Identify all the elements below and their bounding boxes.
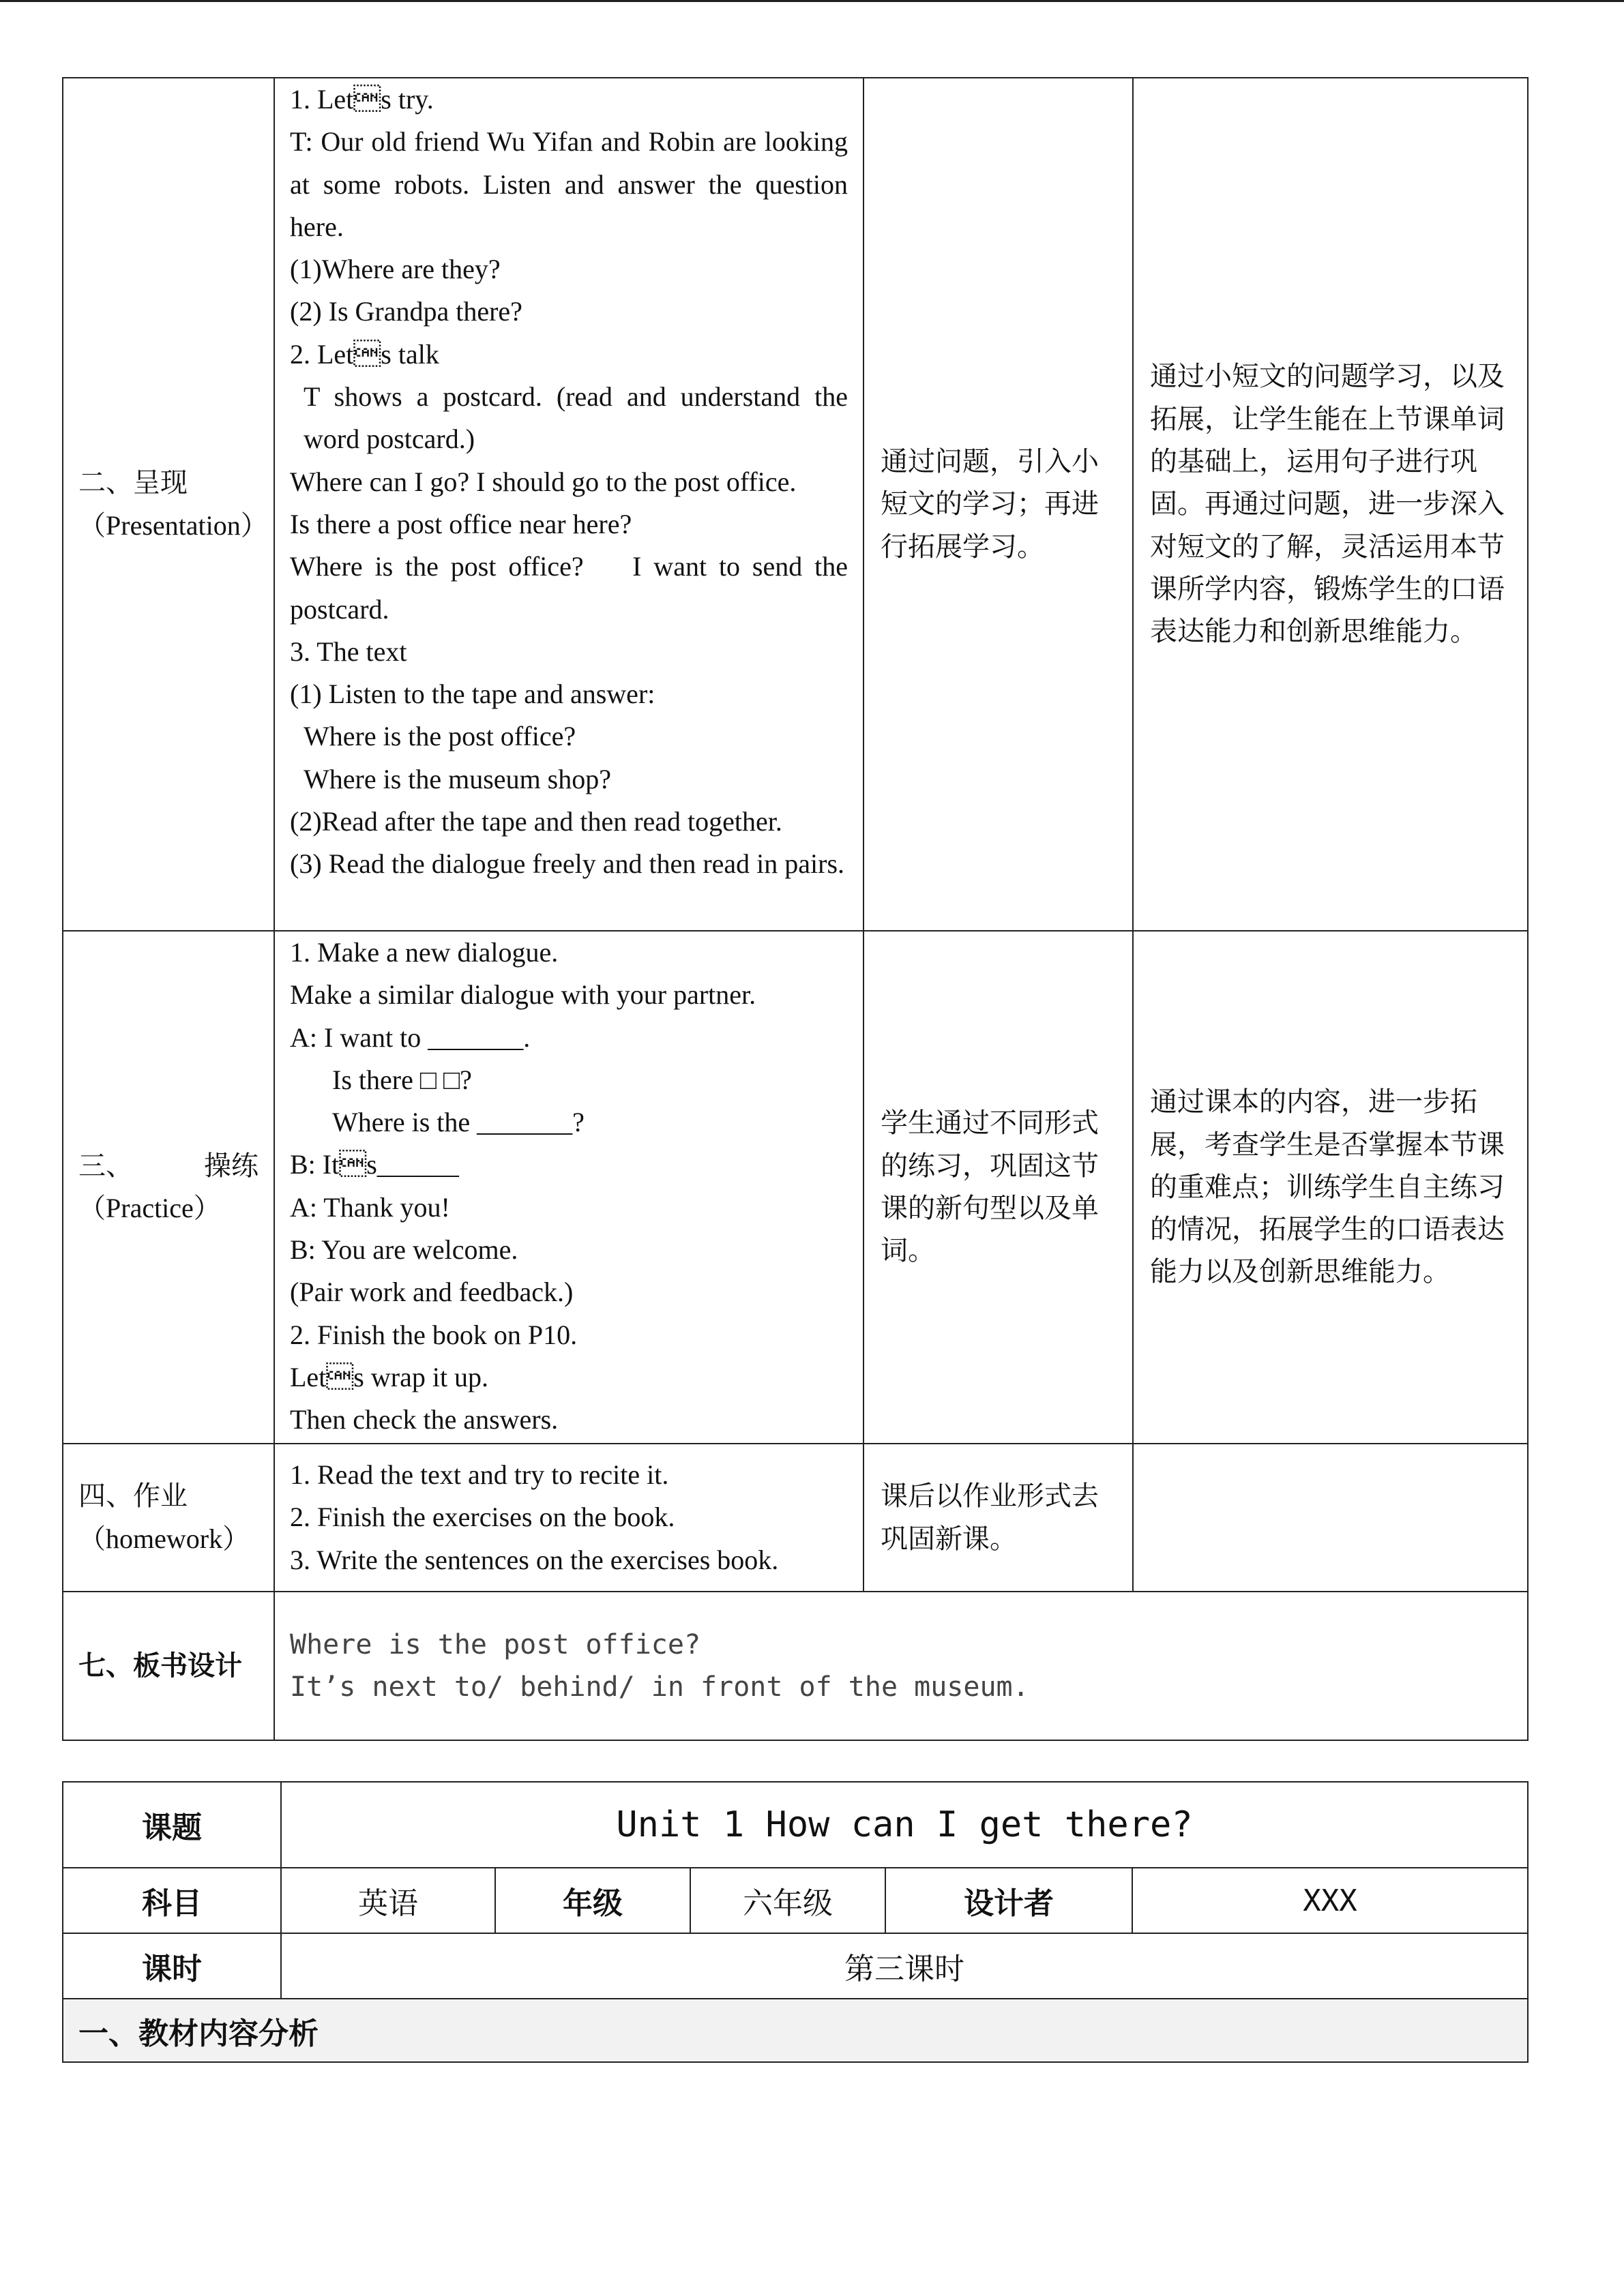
design-intent-cell [1133, 78, 1528, 931]
process-line: B: Its______ [290, 1149, 459, 1180]
process-line: Where is the post office? I want to send the postcard. [290, 551, 855, 625]
process-line: (2) Is Grandpa there? [290, 296, 522, 327]
process-line: Then check the answers. [290, 1404, 559, 1435]
process-line: Where is the _______? [332, 1107, 585, 1138]
design-intent-cell [1133, 931, 1528, 1444]
lesson-procedure-table [62, 77, 1529, 1741]
stage-label-part: 三、 [78, 1150, 133, 1181]
process-cell [274, 931, 863, 1444]
homework-row [63, 1444, 1528, 1592]
process-line: 2. Finish the book on P10. [290, 1319, 578, 1350]
design-intent-text: 通过课本的内容，进一步拓展，考查学生是否掌握本节课的重难点；训练学生自主练习的情况，拓展学生的口语表达能力以及创新思维能力。 [1150, 1086, 1505, 1287]
process-line: (Pair work and feedback.) [290, 1277, 574, 1308]
stage-cell [63, 78, 274, 931]
page-top-border [0, 0, 1624, 2]
process-line: Where is the museum shop? [304, 763, 611, 794]
process-line: Is there □ □? [332, 1064, 472, 1095]
topic-row [63, 1782, 1528, 1868]
process-line: 3. Write the sentences on the exercises book. [290, 1544, 779, 1575]
student-activity-cell [863, 1444, 1133, 1592]
design-intent-text: 通过小短文的问题学习，以及拓展，让学生能在上节课单词的基础上，运用句子进行巩固。再通过问题，进一步深入对短文的了解，灵活运用本节课所学内容，锻炼学生的口语表达能力和创新思维能力。 [1150, 361, 1505, 647]
process-line: (1)Where are they? [290, 254, 501, 285]
process-cell [274, 1444, 863, 1592]
process-line: 1. Read the text and try to recite it. [290, 1459, 669, 1491]
board-line: Where is the post office? [290, 1628, 701, 1660]
stage-label-part: 操练 [204, 1150, 259, 1181]
process-line: A: I want to _______. [290, 1022, 531, 1053]
period-value: 第三课时 [281, 1933, 1528, 1999]
process-line: Lets wrap it up. [290, 1361, 489, 1392]
stage-label [78, 1145, 259, 1187]
process-line: (2)Read after the tape and then read together. [290, 806, 782, 837]
practice-row [63, 931, 1528, 1444]
board-content-cell [274, 1592, 1528, 1740]
stage-label: 四、作业（homework） [78, 1480, 250, 1554]
subject-label: 科目 [63, 1868, 281, 1933]
board-heading: 七、板书设计 [78, 1650, 242, 1682]
student-activity-cell [863, 931, 1133, 1444]
topic-value: Unit 1 How can I get there? [281, 1782, 1528, 1868]
section-title: 一、教材内容分析 [63, 1999, 1528, 2062]
presentation-row [63, 78, 1528, 931]
board-line: It’s next to/ behind/ in front of the museum. [290, 1671, 1029, 1703]
process-line: (3) Read the dialogue freely and then read in pairs. [290, 848, 845, 880]
lesson-header-table [62, 1781, 1529, 2063]
designer-label: 设计者 [885, 1868, 1132, 1933]
subject-row [63, 1868, 1528, 1933]
subject-value: 英语 [281, 1868, 495, 1933]
process-line: (1) Listen to the tape and answer: [290, 679, 655, 710]
process-line: 2. Lets talk [290, 338, 439, 370]
section-row [63, 1999, 1528, 2062]
process-line: T shows a postcard. (read and understand the word postcard.) [304, 381, 848, 455]
design-intent-cell [1133, 1444, 1528, 1592]
process-line: T: Our old friend Wu Yifan and Robin are looking at some robots. Listen and answer the question here. [290, 126, 848, 242]
stage-label: 二、呈现（Presentation） [78, 467, 268, 541]
process-line: Where is the post office? [304, 721, 576, 752]
board-heading-cell [63, 1592, 274, 1740]
process-line: 2. Finish the exercises on the book. [290, 1502, 675, 1533]
stage-cell [63, 1444, 274, 1592]
student-activity-text: 课后以作业形式去巩固新课。 [881, 1480, 1099, 1554]
process-line: Where can I go? I should go to the post office. [290, 466, 797, 497]
student-activity-text: 学生通过不同形式的练习，巩固这节课的新句型以及单词。 [881, 1107, 1099, 1266]
process-cell [274, 78, 863, 931]
student-activity-text: 通过问题，引入小短文的学习；再进行拓展学习。 [881, 446, 1099, 562]
process-line: Is there a post office near here? [290, 508, 632, 539]
period-row [63, 1933, 1528, 1999]
process-line: 1. Make a new dialogue. [290, 937, 559, 968]
stage-cell [63, 931, 274, 1444]
grade-label: 年级 [495, 1868, 690, 1933]
topic-label: 课题 [63, 1782, 281, 1868]
process-line: 3. The text [290, 636, 407, 667]
process-line: B: You are welcome. [290, 1234, 518, 1266]
board-design-row [63, 1592, 1528, 1740]
period-label: 课时 [63, 1933, 281, 1999]
process-line: Make a similar dialogue with your partner. [290, 979, 756, 1011]
student-activity-cell [863, 78, 1133, 931]
stage-label-part: （Practice） [78, 1193, 221, 1223]
process-line: 1. Lets try. [290, 84, 434, 115]
process-line: A: Thank you! [290, 1191, 450, 1223]
designer-value: XXX [1132, 1868, 1528, 1933]
grade-value: 六年级 [690, 1868, 885, 1933]
